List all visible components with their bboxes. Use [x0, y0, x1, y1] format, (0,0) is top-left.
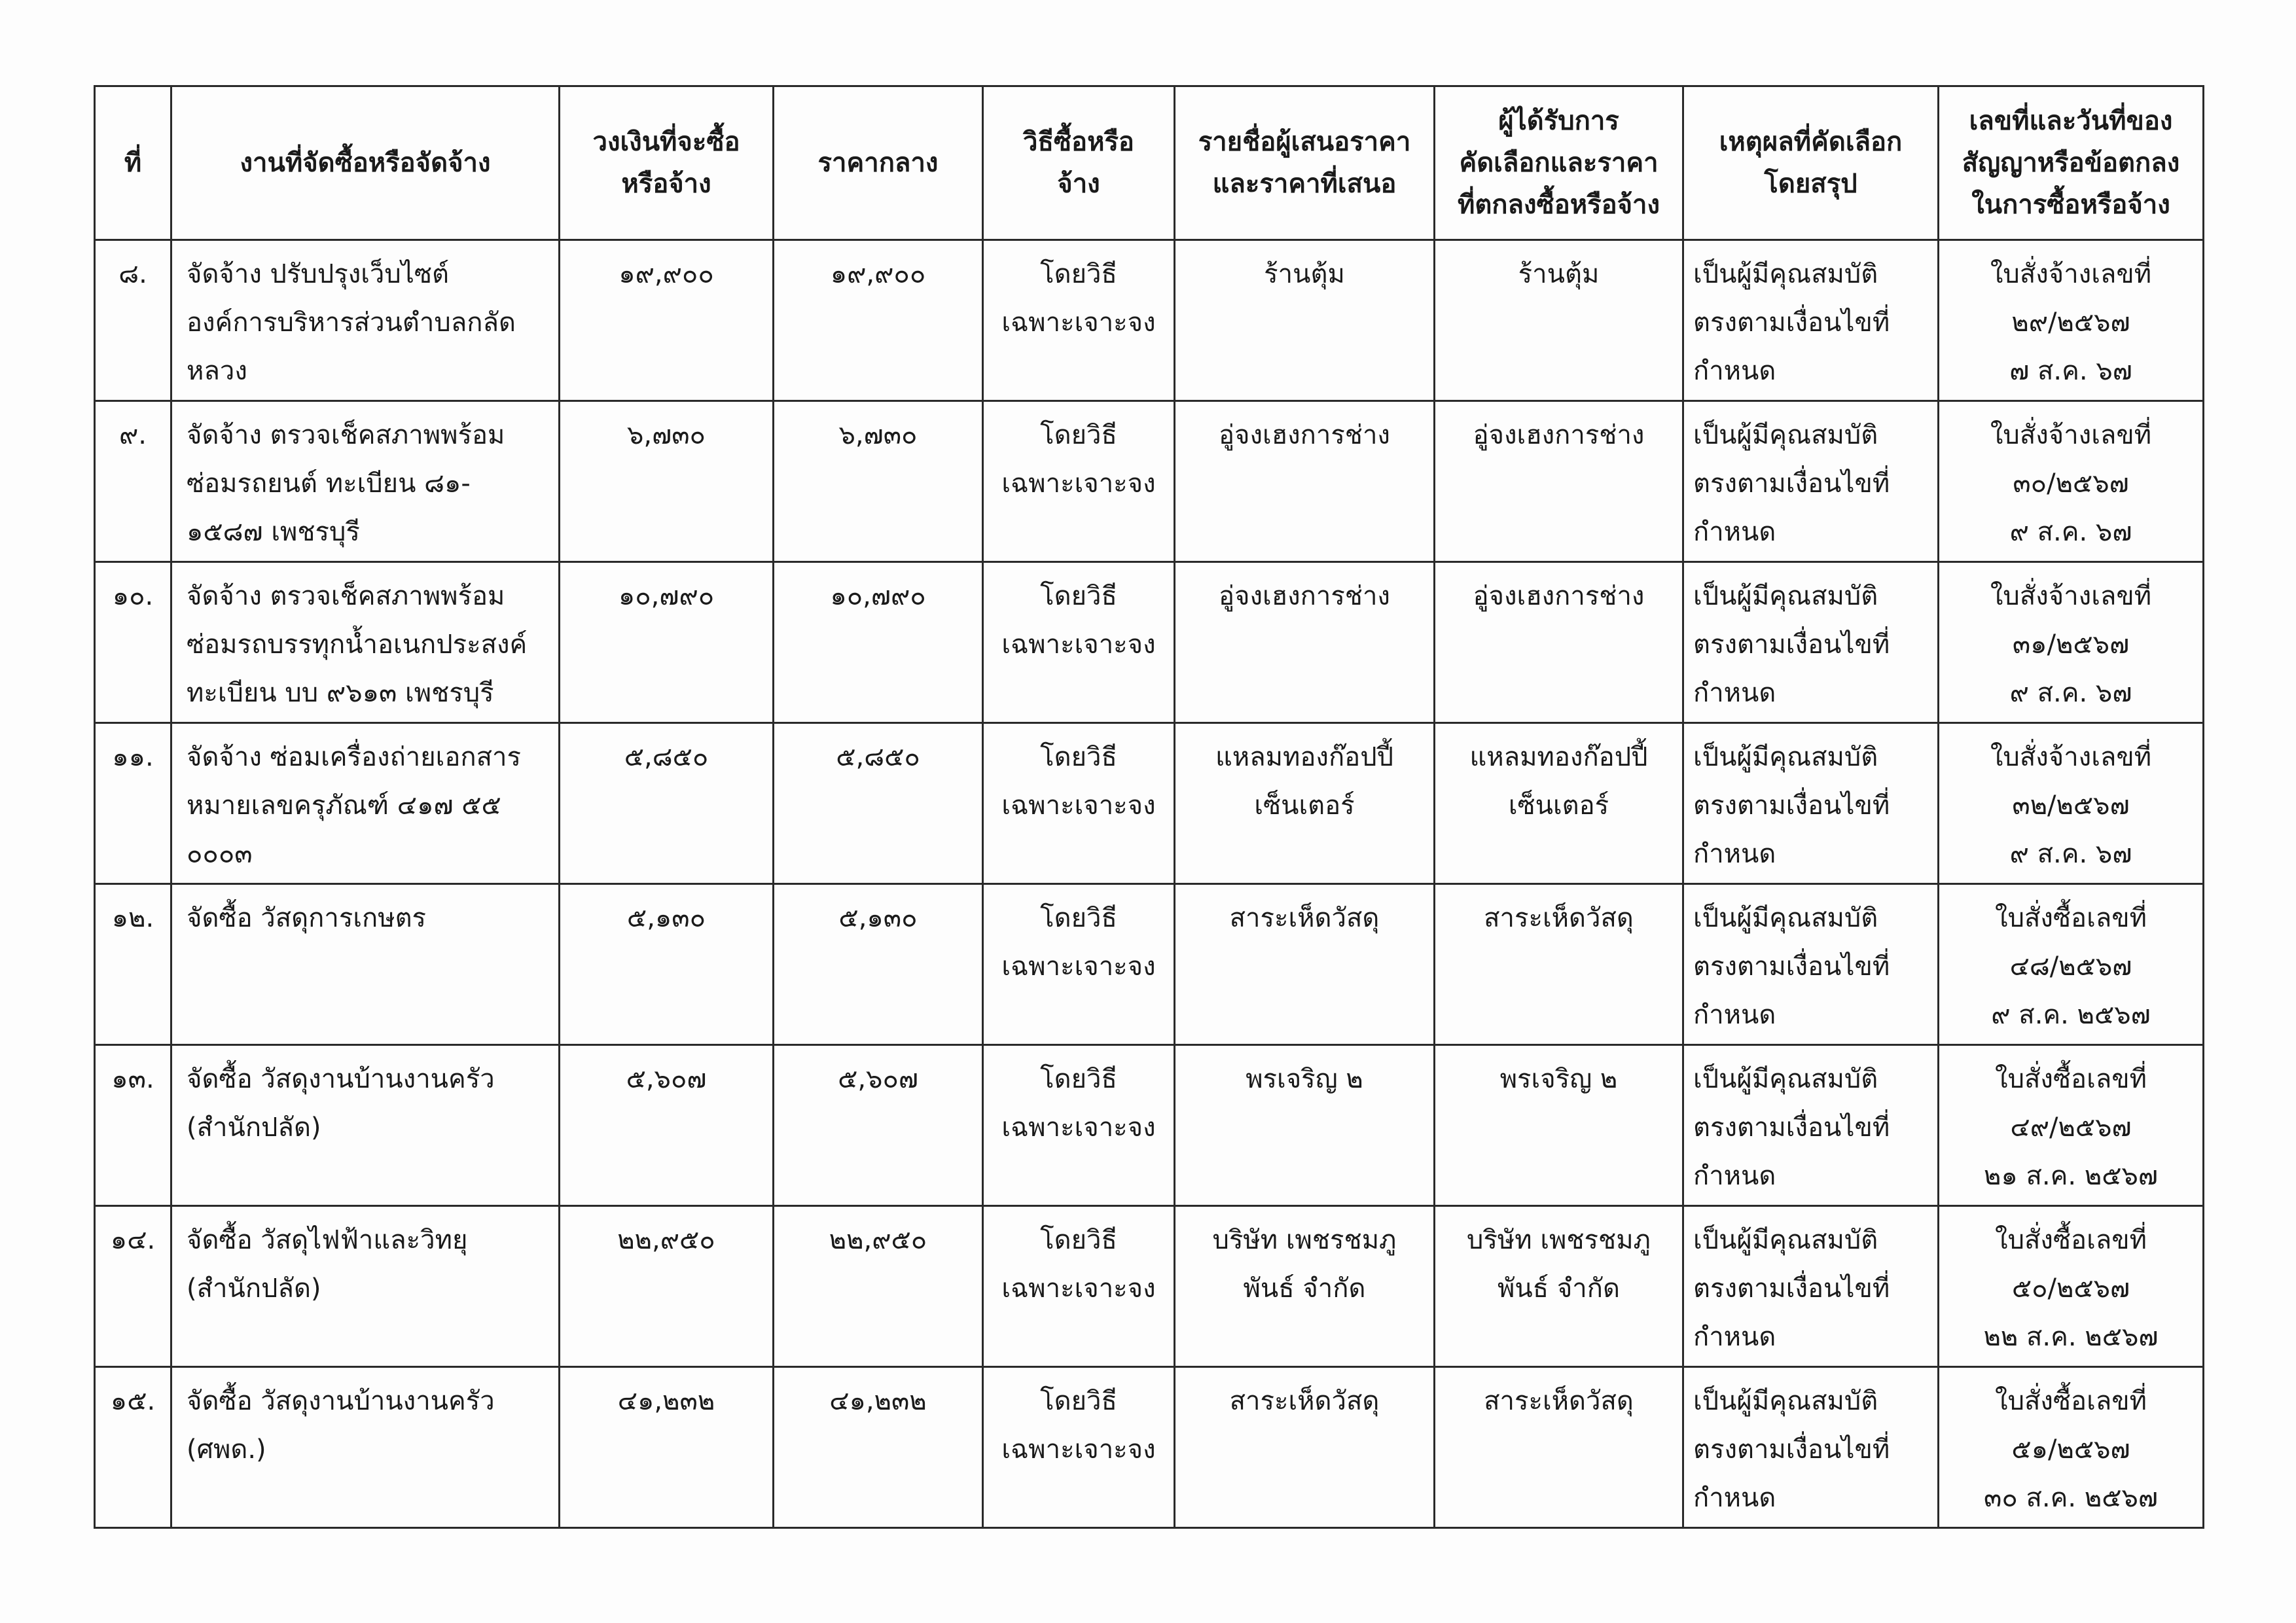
cell-contract-line: ๓๒/๒๕๖๗: [2012, 791, 2130, 821]
cell-selected-line: ร้านตุ้ม: [1518, 259, 1600, 289]
cell-method: [983, 401, 1175, 562]
cell-contract: [1939, 401, 2204, 562]
cell-contract: [1939, 240, 2204, 401]
header-selected: [1435, 86, 1683, 240]
cell-work-line: ๐๐๐๓: [187, 839, 253, 869]
cell-contract-line: ๕๐/๒๕๖๗: [2011, 1274, 2130, 1304]
cell-bidders: [1175, 1367, 1435, 1528]
cell-work-line: ซ่อมรถยนต์ ทะเบียน ๘๑-: [187, 469, 471, 499]
cell-method-line: เฉพาะเจาะจง: [1001, 469, 1156, 499]
cell-median-price: ๑๐,๗๙๐: [774, 562, 983, 723]
cell-contract: [1939, 1045, 2204, 1206]
cell-contract-line: ๙ ส.ค. ๖๗: [2009, 839, 2132, 869]
cell-selected: [1435, 240, 1683, 401]
cell-reason: [1683, 1045, 1939, 1206]
table-row: [95, 240, 2204, 401]
cell-no: ๑๔.: [95, 1206, 171, 1367]
header-text-line: ราคากลาง: [817, 148, 939, 178]
cell-median-price: ๕,๖๐๗: [774, 1045, 983, 1206]
cell-bidders-line: อู่จงเฮงการช่าง: [1219, 420, 1390, 450]
cell-selected-line: เซ็นเตอร์: [1508, 791, 1609, 821]
cell-method-line: โดยวิธี: [1040, 581, 1117, 611]
cell-work: [171, 723, 560, 884]
table-row: [95, 562, 2204, 723]
cell-reason-line: เป็นผู้มีคุณสมบัติ: [1693, 420, 1878, 450]
cell-method-line: โดยวิธี: [1040, 903, 1117, 933]
cell-method-line: เฉพาะเจาะจง: [1001, 952, 1156, 982]
header-text-line: ในการซื้อหรือจ้าง: [1971, 190, 2170, 220]
cell-reason: [1683, 1206, 1939, 1367]
cell-work-line: ซ่อมรถบรรทุกน้ำอเนกประสงค์: [187, 630, 528, 660]
table-row: [95, 1206, 2204, 1367]
header-text-line: และราคาที่เสนอ: [1212, 169, 1397, 199]
cell-median-price: ๕,๑๓๐: [774, 884, 983, 1045]
cell-work-line: จัดซื้อ วัสดุการเกษตร: [187, 903, 427, 933]
cell-bidders: [1175, 401, 1435, 562]
cell-contract-line: ๙ ส.ค. ๖๗: [2009, 678, 2132, 708]
cell-bidders-line: อู่จงเฮงการช่าง: [1219, 581, 1390, 611]
cell-reason-line: กำหนด: [1693, 356, 1776, 386]
header-text-line: เลขที่และวันที่ของ: [1969, 106, 2173, 136]
cell-reason-line: เป็นผู้มีคุณสมบัติ: [1693, 1064, 1878, 1094]
cell-median-price: ๑๙,๙๐๐: [774, 240, 983, 401]
header-text-line: วิธีซื้อหรือ: [1023, 127, 1134, 157]
cell-contract-line: ๗ ส.ค. ๖๗: [2009, 356, 2132, 386]
cell-contract-line: ๔๙/๒๕๖๗: [2010, 1113, 2132, 1143]
cell-reason-line: ตรงตามเงื่อนไขที่: [1693, 308, 1890, 338]
header-work: [171, 86, 560, 240]
cell-contract-line: ใบสั่งซื้อเลขที่: [1995, 1386, 2147, 1416]
cell-budget: ๒๒,๙๕๐: [560, 1206, 774, 1367]
cell-contract: [1939, 1367, 2204, 1528]
cell-budget: ๔๑,๒๓๒: [560, 1367, 774, 1528]
cell-reason-line: กำหนด: [1693, 517, 1776, 547]
cell-reason: [1683, 401, 1939, 562]
cell-method-line: โดยวิธี: [1040, 420, 1117, 450]
cell-contract: [1939, 1206, 2204, 1367]
cell-reason-line: กำหนด: [1693, 1161, 1776, 1191]
cell-method: [983, 1367, 1175, 1528]
cell-budget: ๕,๘๕๐: [560, 723, 774, 884]
cell-reason-line: เป็นผู้มีคุณสมบัติ: [1693, 1225, 1878, 1255]
cell-selected-line: แหลมทองก๊อปปี้: [1469, 742, 1648, 772]
cell-method: [983, 1045, 1175, 1206]
cell-work: [171, 1045, 560, 1206]
cell-method: [983, 1206, 1175, 1367]
cell-work-line: จัดจ้าง ปรับปรุงเว็บไซต์: [187, 259, 449, 289]
cell-work-line: (สำนักปลัด): [187, 1113, 321, 1143]
cell-method-line: เฉพาะเจาะจง: [1001, 1435, 1156, 1465]
cell-bidders: [1175, 723, 1435, 884]
header-bidders: [1175, 86, 1435, 240]
cell-reason: [1683, 723, 1939, 884]
cell-work-line: จัดจ้าง ซ่อมเครื่องถ่ายเอกสาร: [187, 742, 521, 772]
cell-no: ๑๓.: [95, 1045, 171, 1206]
header-text-line: ที่: [124, 148, 142, 178]
cell-selected: [1435, 1367, 1683, 1528]
cell-work-line: จัดจ้าง ตรวจเช็คสภาพพร้อม: [187, 581, 505, 611]
procurement-table: [94, 85, 2204, 1529]
cell-bidders-line: เซ็นเตอร์: [1254, 791, 1355, 821]
header-text-line: โดยสรุป: [1764, 169, 1857, 199]
cell-selected-line: พรเจริญ ๒: [1499, 1064, 1618, 1094]
header-text-line: จ้าง: [1057, 169, 1100, 199]
cell-contract-line: ๓๐/๒๕๖๗: [2013, 469, 2129, 499]
cell-work-line: องค์การบริหารส่วนตำบลกลัด: [187, 308, 516, 338]
header-text-line: ที่ตกลงซื้อหรือจ้าง: [1457, 190, 1660, 220]
cell-work-line: จัดซื้อ วัสดุงานบ้านงานครัว: [187, 1064, 495, 1094]
cell-bidders-line: สาระเห็ดวัสดุ: [1229, 1386, 1380, 1416]
cell-reason-line: เป็นผู้มีคุณสมบัติ: [1693, 903, 1878, 933]
cell-work: [171, 884, 560, 1045]
cell-contract: [1939, 884, 2204, 1045]
cell-work-line: (สำนักปลัด): [187, 1274, 321, 1304]
cell-work: [171, 240, 560, 401]
cell-reason: [1683, 1367, 1939, 1528]
cell-budget: ๑๐,๗๙๐: [560, 562, 774, 723]
cell-method: [983, 562, 1175, 723]
cell-no: ๑๐.: [95, 562, 171, 723]
cell-no: ๙.: [95, 401, 171, 562]
cell-method-line: โดยวิธี: [1040, 1064, 1117, 1094]
cell-reason-line: เป็นผู้มีคุณสมบัติ: [1693, 581, 1878, 611]
cell-contract-line: ๙ ส.ค. ๒๕๖๗: [1991, 1000, 2151, 1030]
header-text-line: คัดเลือกและราคา: [1459, 148, 1659, 178]
table-row: [95, 723, 2204, 884]
table-row: [95, 884, 2204, 1045]
cell-method: [983, 884, 1175, 1045]
cell-no: ๑๑.: [95, 723, 171, 884]
header-contract: [1939, 86, 2204, 240]
cell-selected: [1435, 562, 1683, 723]
cell-contract-line: ใบสั่งจ้างเลขที่: [1990, 742, 2152, 772]
cell-contract-line: ใบสั่งซื้อเลขที่: [1995, 903, 2147, 933]
cell-contract: [1939, 723, 2204, 884]
header-text-line: เหตุผลที่คัดเลือก: [1719, 127, 1903, 157]
cell-work-line: หลวง: [187, 356, 247, 386]
cell-bidders-line: ร้านตุ้ม: [1264, 259, 1345, 289]
cell-selected-line: สาระเห็ดวัสดุ: [1484, 903, 1634, 933]
cell-contract-line: ใบสั่งจ้างเลขที่: [1990, 259, 2152, 289]
table-row: [95, 1045, 2204, 1206]
cell-selected: [1435, 884, 1683, 1045]
cell-reason-line: กำหนด: [1693, 839, 1776, 869]
cell-work: [171, 562, 560, 723]
header-text-line: รายชื่อผู้เสนอราคา: [1198, 127, 1411, 157]
cell-bidders: [1175, 562, 1435, 723]
cell-selected: [1435, 401, 1683, 562]
cell-budget: ๕,๖๐๗: [560, 1045, 774, 1206]
cell-no: ๑๒.: [95, 884, 171, 1045]
cell-bidders: [1175, 884, 1435, 1045]
cell-work: [171, 401, 560, 562]
cell-budget: ๕,๑๓๐: [560, 884, 774, 1045]
cell-no: ๑๕.: [95, 1367, 171, 1528]
cell-work-line: จัดจ้าง ตรวจเช็คสภาพพร้อม: [187, 420, 505, 450]
cell-reason: [1683, 884, 1939, 1045]
cell-median-price: ๒๒,๙๕๐: [774, 1206, 983, 1367]
cell-bidders-line: พันธ์ จำกัด: [1243, 1274, 1366, 1304]
cell-selected-line: พันธ์ จำกัด: [1498, 1274, 1620, 1304]
cell-method-line: โดยวิธี: [1040, 1225, 1117, 1255]
cell-work-line: หมายเลขครุภัณฑ์ ๔๑๗ ๕๕: [187, 791, 501, 821]
header-budget: [560, 86, 774, 240]
cell-bidders-line: บริษัท เพชรชมภู: [1212, 1225, 1397, 1255]
cell-reason-line: กำหนด: [1693, 678, 1776, 708]
cell-contract-line: ใบสั่งซื้อเลขที่: [1995, 1225, 2147, 1255]
cell-reason-line: เป็นผู้มีคุณสมบัติ: [1693, 1386, 1878, 1416]
cell-contract-line: ๙ ส.ค. ๖๗: [2009, 517, 2132, 547]
cell-method-line: เฉพาะเจาะจง: [1001, 1113, 1156, 1143]
cell-reason: [1683, 562, 1939, 723]
cell-selected-line: สาระเห็ดวัสดุ: [1484, 1386, 1634, 1416]
cell-reason-line: ตรงตามเงื่อนไขที่: [1693, 469, 1890, 499]
header-text-line: หรือจ้าง: [621, 169, 711, 199]
cell-selected: [1435, 1045, 1683, 1206]
cell-method-line: เฉพาะเจาะจง: [1001, 630, 1156, 660]
cell-median-price: ๖,๗๓๐: [774, 401, 983, 562]
cell-contract-line: ๕๑/๒๕๖๗: [2011, 1435, 2130, 1465]
table-row: [95, 1367, 2204, 1528]
cell-contract-line: ๒๑ ส.ค. ๒๕๖๗: [1984, 1161, 2158, 1191]
cell-reason-line: ตรงตามเงื่อนไขที่: [1693, 1113, 1890, 1143]
cell-selected-line: บริษัท เพชรชมภู: [1467, 1225, 1651, 1255]
cell-reason-line: กำหนด: [1693, 1322, 1776, 1352]
header-no: [95, 86, 171, 240]
cell-budget: ๑๙,๙๐๐: [560, 240, 774, 401]
header-text-line: ผู้ได้รับการ: [1498, 106, 1619, 136]
cell-bidders-line: แหลมทองก๊อปปี้: [1215, 742, 1393, 772]
cell-reason-line: ตรงตามเงื่อนไขที่: [1693, 1274, 1890, 1304]
cell-method-line: โดยวิธี: [1040, 1386, 1117, 1416]
cell-bidders: [1175, 1206, 1435, 1367]
cell-contract-line: ๓๑/๒๕๖๗: [2012, 630, 2130, 660]
cell-work-line: ๑๕๘๗ เพชรบุรี: [187, 517, 360, 547]
cell-median-price: ๔๑,๒๓๒: [774, 1367, 983, 1528]
cell-contract-line: ใบสั่งจ้างเลขที่: [1990, 420, 2152, 450]
cell-contract-line: ใบสั่งจ้างเลขที่: [1990, 581, 2152, 611]
cell-method: [983, 240, 1175, 401]
header-median-price: [774, 86, 983, 240]
cell-selected: [1435, 723, 1683, 884]
cell-work-line: จัดซื้อ วัสดุงานบ้านงานครัว: [187, 1386, 495, 1416]
cell-method: [983, 723, 1175, 884]
cell-method-line: เฉพาะเจาะจง: [1001, 308, 1156, 338]
cell-reason: [1683, 240, 1939, 401]
cell-work: [171, 1367, 560, 1528]
cell-reason-line: ตรงตามเงื่อนไขที่: [1693, 630, 1890, 660]
cell-selected: [1435, 1206, 1683, 1367]
cell-median-price: ๕,๘๕๐: [774, 723, 983, 884]
cell-bidders-line: พรเจริญ ๒: [1246, 1064, 1363, 1094]
cell-no: ๘.: [95, 240, 171, 401]
header-method: [983, 86, 1175, 240]
cell-reason-line: ตรงตามเงื่อนไขที่: [1693, 1435, 1890, 1465]
cell-contract-line: ๒๙/๒๕๖๗: [2011, 308, 2130, 338]
cell-reason-line: เป็นผู้มีคุณสมบัติ: [1693, 259, 1878, 289]
header-text-line: สัญญาหรือข้อตกลง: [1962, 148, 2180, 178]
cell-reason-line: เป็นผู้มีคุณสมบัติ: [1693, 742, 1878, 772]
header-text-line: งานที่จัดซื้อหรือจัดจ้าง: [240, 148, 491, 178]
cell-bidders: [1175, 240, 1435, 401]
cell-method-line: โดยวิธี: [1040, 742, 1117, 772]
cell-reason-line: กำหนด: [1693, 1000, 1776, 1030]
cell-contract-line: ๒๒ ส.ค. ๒๕๖๗: [1983, 1322, 2159, 1352]
cell-selected-line: อู่จงเฮงการช่าง: [1473, 420, 1645, 450]
cell-budget: ๖,๗๓๐: [560, 401, 774, 562]
cell-work-line: ทะเบียน บบ ๙๖๑๓ เพชรบุรี: [187, 678, 494, 708]
cell-work-line: (ศพด.): [187, 1435, 266, 1465]
header-reason: [1683, 86, 1939, 240]
cell-bidders: [1175, 1045, 1435, 1206]
cell-reason-line: ตรงตามเงื่อนไขที่: [1693, 952, 1890, 982]
cell-reason-line: ตรงตามเงื่อนไขที่: [1693, 791, 1890, 821]
header-text-line: วงเงินที่จะซื้อ: [592, 127, 740, 157]
table-header-row: [95, 86, 2204, 240]
cell-method-line: เฉพาะเจาะจง: [1001, 1274, 1156, 1304]
cell-contract-line: ๔๘/๒๕๖๗: [2009, 952, 2132, 982]
cell-reason-line: กำหนด: [1693, 1483, 1776, 1513]
cell-contract-line: ๓๐ ส.ค. ๒๕๖๗: [1984, 1483, 2158, 1513]
cell-work: [171, 1206, 560, 1367]
cell-contract: [1939, 562, 2204, 723]
cell-selected-line: อู่จงเฮงการช่าง: [1473, 581, 1645, 611]
table-body: [95, 240, 2204, 1528]
cell-contract-line: ใบสั่งซื้อเลขที่: [1995, 1064, 2147, 1094]
table-row: [95, 401, 2204, 562]
cell-bidders-line: สาระเห็ดวัสดุ: [1229, 903, 1380, 933]
cell-method-line: เฉพาะเจาะจง: [1001, 791, 1156, 821]
cell-work-line: จัดซื้อ วัสดุไฟฟ้าและวิทยุ: [187, 1225, 468, 1255]
cell-method-line: โดยวิธี: [1040, 259, 1117, 289]
